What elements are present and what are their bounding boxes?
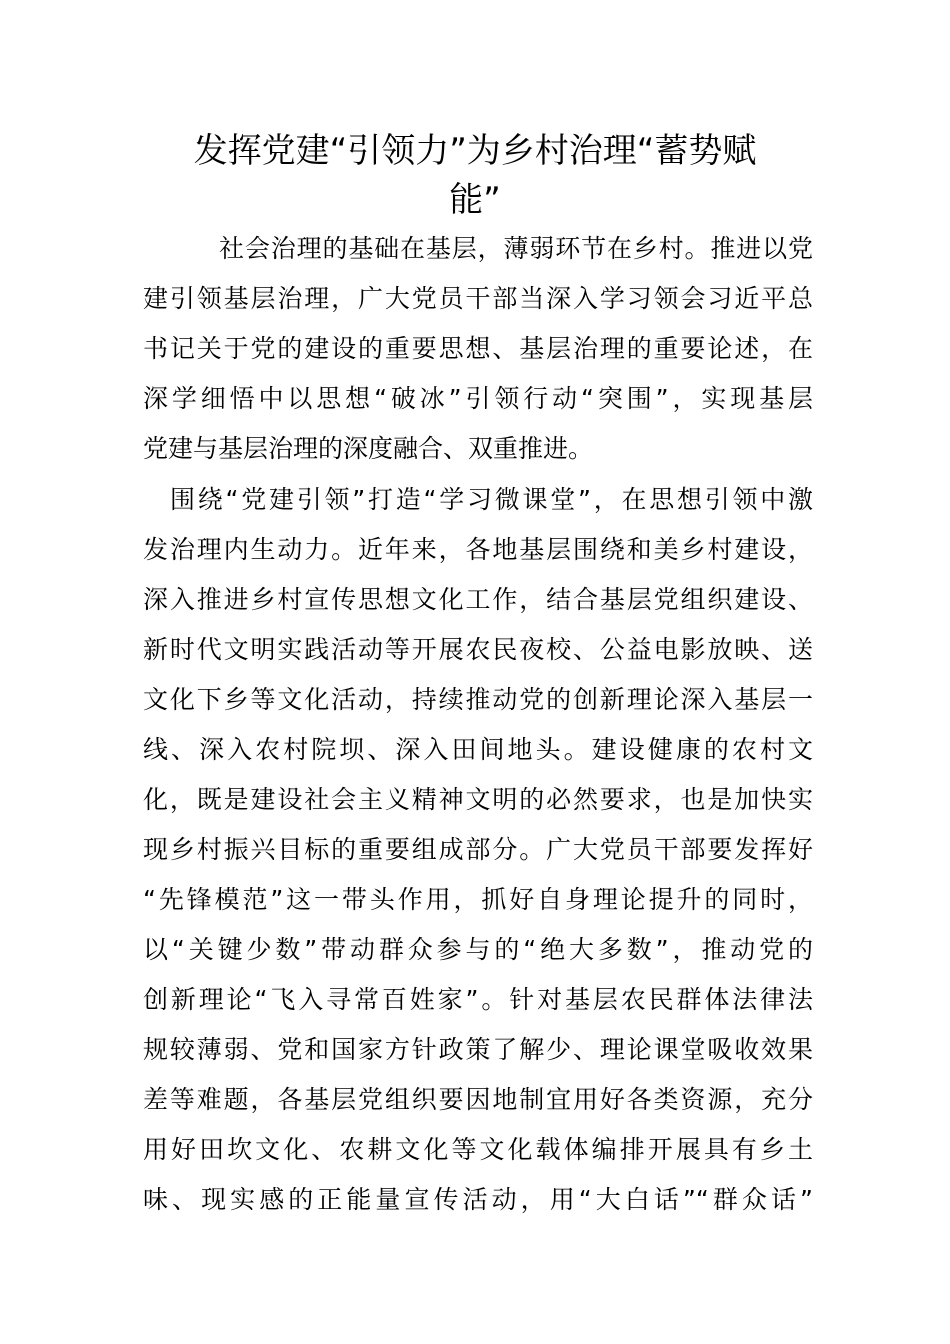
paragraph-1-line-1: 社会治理的基础在基层，薄弱环节在乡村。推进以党 — [219, 234, 813, 263]
paragraph-2-line-4: 新时代文明实践活动等开展农民夜校、公益电影放映、送 — [143, 635, 813, 664]
document-title-line-1: 发挥党建“引领力”为乡村治理“蓄势赋 — [193, 131, 757, 171]
paragraph-2-line-14: 用好田坎文化、农耕文化等文化载体编排开展具有乡土 — [143, 1135, 813, 1164]
paragraph-1-line-4: 深学细悟中以思想“破冰”引领行动“突围”，实现基层 — [143, 384, 813, 413]
document-title-line-2: 能” — [449, 180, 501, 220]
paragraph-2-line-1: 围绕“党建引领”打造“学习微课堂”，在思想引领中激 — [170, 485, 813, 514]
paragraph-2-line-2: 发治理内生动力。近年来，各地基层围绕和美乡村建设， — [143, 535, 813, 564]
paragraph-2-line-8: 现乡村振兴目标的重要组成部分。广大党员干部要发挥好 — [143, 835, 813, 864]
paragraph-2-line-3: 深入推进乡村宣传思想文化工作，结合基层党组织建设、 — [143, 585, 813, 614]
paragraph-2-line-7: 化，既是建设社会主义精神文明的必然要求，也是加快实 — [143, 785, 813, 814]
paragraph-2-line-6: 线、深入农村院坝、深入田间地头。建设健康的农村文 — [143, 735, 813, 764]
paragraph-2-line-5: 文化下乡等文化活动，持续推动党的创新理论深入基层一 — [143, 685, 813, 714]
paragraph-2-line-13: 差等难题，各基层党组织要因地制宜用好各类资源，充分 — [143, 1085, 813, 1114]
paragraph-2-line-10: 以“关键少数”带动群众参与的“绝大多数”，推动党的 — [143, 935, 813, 964]
paragraph-2-line-11: 创新理论“飞入寻常百姓家”。针对基层农民群体法律法 — [143, 985, 813, 1014]
paragraph-2-line-9: “先锋模范”这一带头作用，抓好自身理论提升的同时， — [143, 885, 813, 914]
paragraph-1-line-3: 书记关于党的建设的重要思想、基层治理的重要论述，在 — [143, 334, 813, 363]
paragraph-2-line-15: 味、现实感的正能量宣传活动，用“大白话”“群众话” — [143, 1185, 813, 1214]
paragraph-1-line-5: 党建与基层治理的深度融合、双重推进。 — [143, 434, 594, 463]
paragraph-1-line-2: 建引领基层治理，广大党员干部当深入学习领会习近平总 — [143, 284, 813, 313]
paragraph-2-line-12: 规较薄弱、党和国家方针政策了解少、理论课堂吸收效果 — [143, 1035, 813, 1064]
